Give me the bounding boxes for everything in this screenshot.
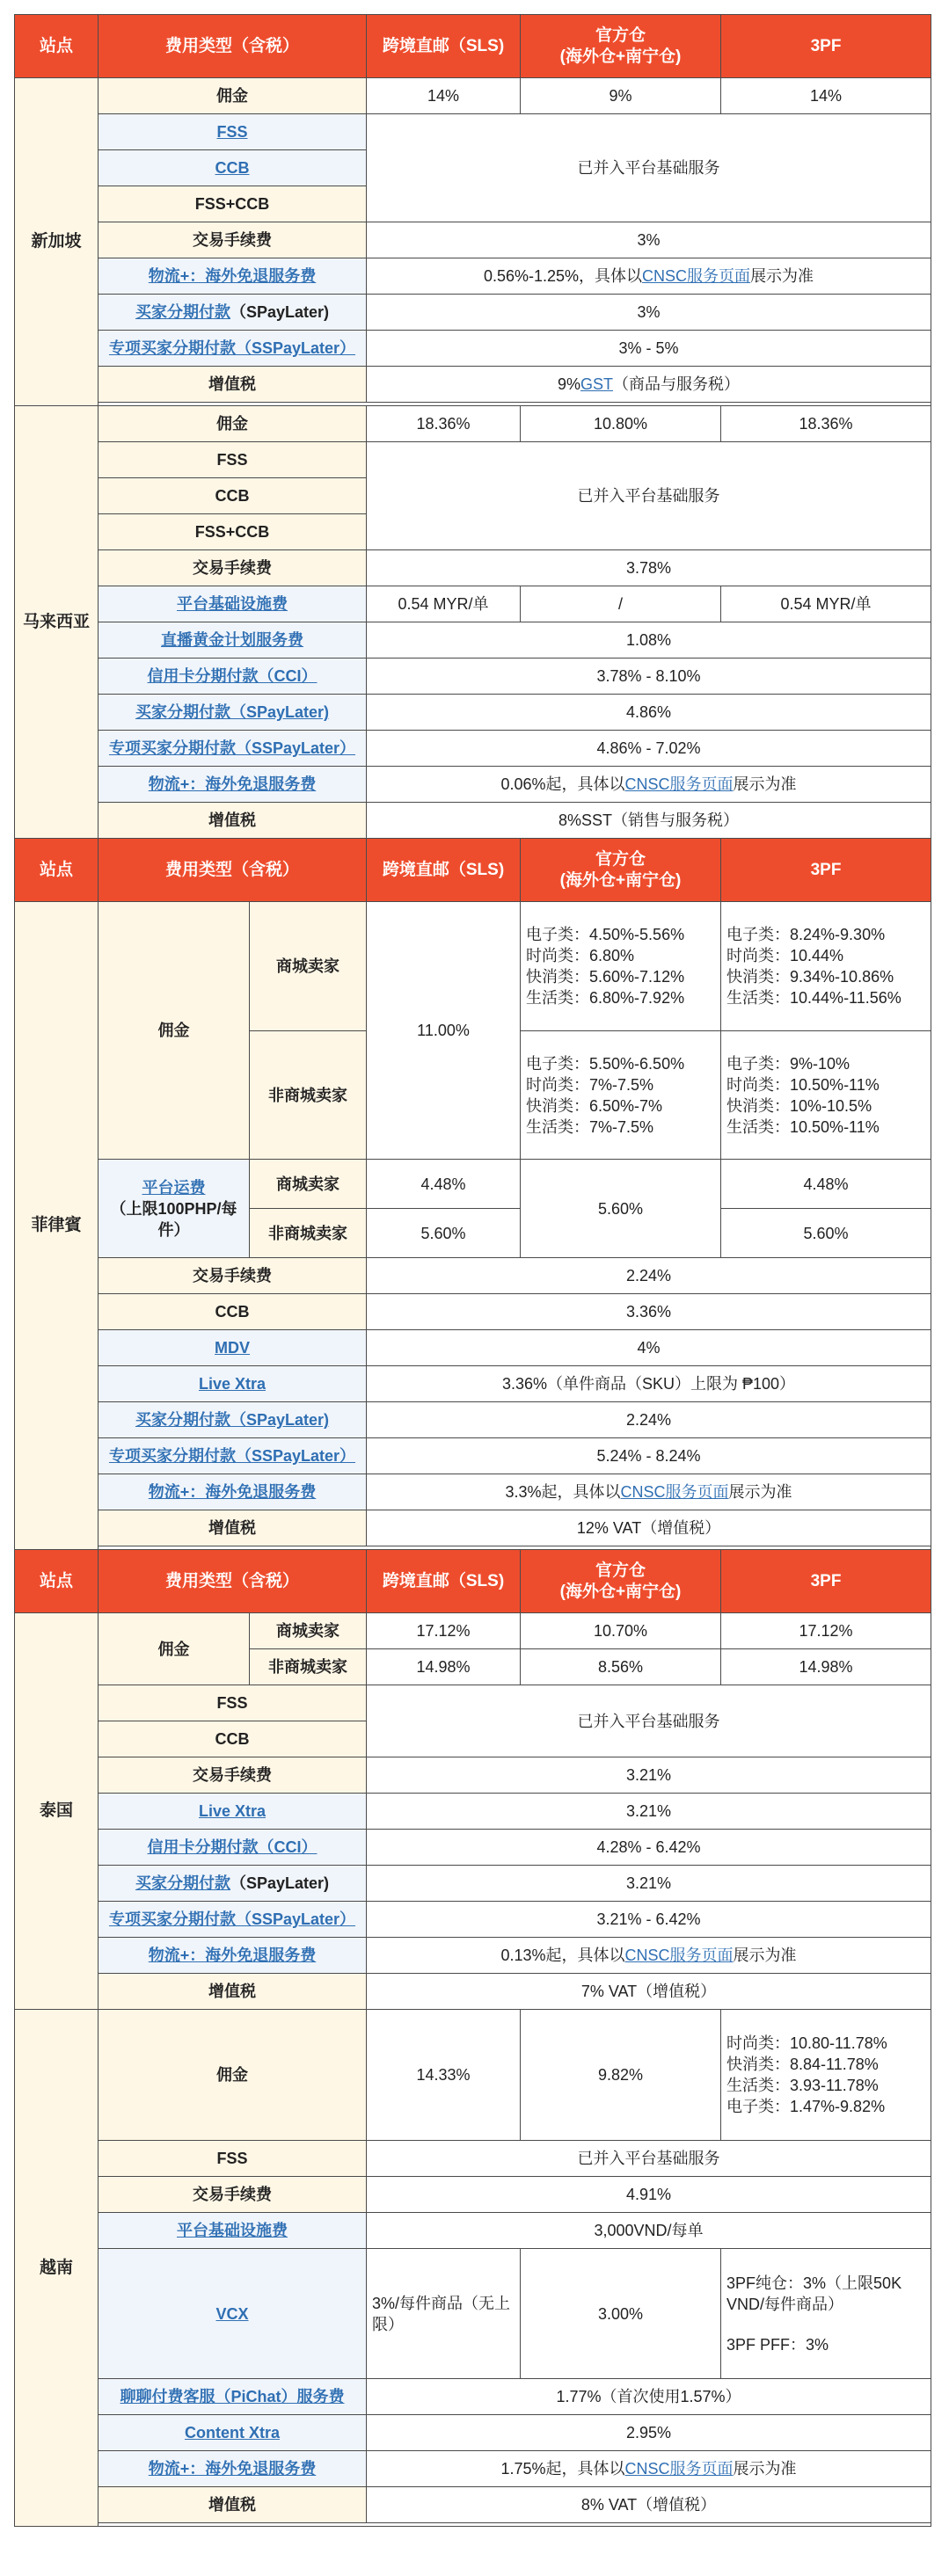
cell-value: 3% - 5%: [367, 331, 931, 367]
ph-official-mall: 电子类：4.50%-5.56% 时尚类：6.80% 快消类：5.60%-7.12% 生活类：6.80%-7.92%: [521, 902, 721, 1031]
cell-value: 14.98%: [367, 1649, 521, 1685]
cell-value: 3.21%: [367, 1794, 931, 1830]
ph-official-nonmall: 电子类：5.50%-6.50% 时尚类：7%-7.5% 快消类：6.50%-7% 生活类：7%-7.5%: [521, 1031, 721, 1160]
cell-value: 4%: [367, 1330, 931, 1366]
table-row: [15, 258, 931, 295]
cell-value: 8% VAT（增值税）: [367, 2487, 931, 2523]
cell-value: 18.36%: [721, 406, 931, 442]
sg-logistics-link[interactable]: 物流+：海外免退服务费: [99, 258, 367, 295]
cell-value: 5.24% - 8.24%: [367, 1438, 931, 1474]
sg-merged-value: 已并入平台基础服务: [367, 114, 931, 222]
ph-sspay-link[interactable]: 专项买家分期付款（SSPayLater）: [99, 1438, 367, 1474]
vn-chat-link[interactable]: 聊聊付费客服（PiChat）服务费: [99, 2379, 367, 2415]
vn-infra-link[interactable]: 平台基础设施费: [99, 2213, 367, 2249]
cell-value: 5.60%: [721, 1209, 931, 1258]
cell-value: 9%: [521, 78, 721, 114]
table-row: [15, 2379, 931, 2415]
ph-shipping-cell[interactable]: 平台运费 （上限100PHP/每件）: [99, 1160, 250, 1258]
table-row: [15, 2141, 931, 2177]
vn-pf-commission: 时尚类：10.80-11.78% 快消类：8.84-11.78% 生活类：3.93-11.78% 电子类：1.47%-9.82%: [721, 2010, 931, 2141]
table-row: [15, 1613, 931, 1649]
table-row: [15, 695, 931, 731]
table-header-row: [15, 1550, 931, 1613]
cell-value: 12% VAT（增值税）: [367, 1510, 931, 1546]
my-commission-label: 佣金: [99, 406, 367, 442]
cell-value: 3.36%: [367, 1294, 931, 1330]
cell-value: 1.77%（首次使用1.57%）: [367, 2379, 931, 2415]
cnsc-link[interactable]: CNSC服务页面: [624, 1947, 734, 1964]
table-header-row: [15, 839, 931, 902]
sg-sspay-link[interactable]: 专项买家分期付款（SSPayLater）: [99, 331, 367, 367]
th-fss-label: FSS: [99, 1685, 367, 1721]
my-sspay-link[interactable]: 专项买家分期付款（SSPayLater）: [99, 731, 367, 767]
ph-mdv-link[interactable]: MDV: [99, 1330, 367, 1366]
table-row: [15, 1294, 931, 1330]
table-row: [15, 2213, 931, 2249]
spacer-row: [15, 2523, 931, 2527]
th-vat-label: 增值税: [99, 1974, 367, 2010]
vn-fss-label: FSS: [99, 2141, 367, 2177]
table-row: [15, 550, 931, 586]
th-logistics-value: 0.13%起，具体以CNSC服务页面展示为准: [367, 1938, 931, 1974]
table-row: [15, 622, 931, 659]
table-row: [15, 803, 931, 839]
table-row: [15, 331, 931, 367]
table-row: [15, 1258, 931, 1294]
cell-value: 4.86% - 7.02%: [367, 731, 931, 767]
table-row: [15, 2010, 931, 2141]
table-row: [15, 1510, 931, 1546]
my-gold-link[interactable]: 直播黄金计划服务费: [99, 622, 367, 659]
table-row: [15, 442, 931, 478]
sg-commission-label: 佣金: [99, 78, 367, 114]
sg-txn-label: 交易手续费: [99, 222, 367, 258]
cell-value: 1.08%: [367, 622, 931, 659]
my-cci-link[interactable]: 信用卡分期付款（CCI）: [99, 659, 367, 695]
sg-vat-value: 9%GST（商品与服务税）: [367, 367, 931, 403]
cnsc-link[interactable]: CNSC服务页面: [620, 1483, 729, 1501]
cell-value: 14.98%: [721, 1649, 931, 1685]
my-txn-label: 交易手续费: [99, 550, 367, 586]
my-vat-label: 增值税: [99, 803, 367, 839]
cell-value: 4.48%: [367, 1160, 521, 1209]
header-official: 官方仓 (海外仓+南宁仓): [521, 1550, 721, 1613]
table-row: [15, 1402, 931, 1438]
cell-value: 10.70%: [521, 1613, 721, 1649]
header-sls: 跨境直邮（SLS): [367, 15, 521, 78]
cell-value: 14.33%: [367, 2010, 521, 2141]
header-site: 站点: [15, 15, 99, 78]
vn-vat-label: 增值税: [99, 2487, 367, 2523]
header-site: 站点: [15, 1550, 99, 1613]
th-logistics-link[interactable]: 物流+：海外免退服务费: [99, 1938, 367, 1974]
cell-value: 14%: [367, 78, 521, 114]
ph-commission-label: 佣金: [99, 902, 250, 1160]
cnsc-link[interactable]: CNSC服务页面: [624, 775, 734, 793]
table-row: [15, 2249, 931, 2379]
table-row: [15, 295, 931, 331]
cell-value: /: [521, 586, 721, 622]
ph-pf-nonmall: 电子类：9%-10% 时尚类：10.50%-11% 快消类：10%-10.5% 生活类：10.50%-11%: [721, 1031, 931, 1160]
cell-value: 10.80%: [521, 406, 721, 442]
cell-value: 3%/每件商品（无上限）: [367, 2249, 521, 2379]
table-row: [15, 586, 931, 622]
ph-ccb-label: CCB: [99, 1294, 367, 1330]
cell-value: 3.78% - 8.10%: [367, 659, 931, 695]
cell-value: 5.60%: [521, 1160, 721, 1258]
ph-logistics-link[interactable]: 物流+：海外免退服务费: [99, 1474, 367, 1510]
ph-spay-link[interactable]: 买家分期付款（SPayLater): [99, 1402, 367, 1438]
vn-vcx-link[interactable]: VCX: [99, 2249, 367, 2379]
gst-link[interactable]: GST: [580, 375, 614, 393]
table-row: [15, 902, 931, 1031]
cell-value: 5.60%: [367, 1209, 521, 1258]
table-row: [15, 222, 931, 258]
cell-value: 3%: [367, 222, 931, 258]
header-3pf: 3PF: [721, 15, 931, 78]
cell-value: 7% VAT（增值税）: [367, 1974, 931, 2010]
table-row: [15, 1938, 931, 1974]
vn-logistics-value: 1.75%起，具体以CNSC服务页面展示为准: [367, 2451, 931, 2487]
cnsc-link[interactable]: CNSC服务页面: [642, 267, 751, 285]
cell-value: 3.21%: [367, 1757, 931, 1794]
ph-commission-nonmall: 非商城卖家: [250, 1031, 367, 1160]
header-sls: 跨境直邮（SLS): [367, 839, 521, 902]
ph-commission-mall: 商城卖家: [250, 902, 367, 1031]
th-cci-link[interactable]: 信用卡分期付款（CCI）: [99, 1830, 367, 1866]
ph-logistics-value: 3.3%起，具体以CNSC服务页面展示为准: [367, 1474, 931, 1510]
cell-value: 2.95%: [367, 2415, 931, 2451]
cell-value: 18.36%: [367, 406, 521, 442]
table-row: [15, 1830, 931, 1866]
table-row: [15, 659, 931, 695]
site-vietnam: 越南: [15, 2010, 99, 2527]
site-thailand: 泰国: [15, 1613, 99, 2010]
table-row: [15, 1685, 931, 1721]
cell-value: 3.21%: [367, 1866, 931, 1902]
cell-value: 2.24%: [367, 1258, 931, 1294]
table-row: [15, 1866, 931, 1902]
table-row: [15, 2451, 931, 2487]
vn-commission-label: 佣金: [99, 2010, 367, 2141]
th-commission-nonmall: 非商城卖家: [250, 1649, 367, 1685]
header-fee-type: 费用类型（含税）: [99, 1550, 367, 1613]
header-fee-type: 费用类型（含税）: [99, 15, 367, 78]
site-singapore: 新加坡: [15, 78, 99, 406]
ph-shipping-nonmall: 非商城卖家: [250, 1209, 367, 1258]
ph-pf-mall: 电子类：8.24%-9.30% 时尚类：10.44% 快消类：9.34%-10.86% 生活类：10.44%-11.56%: [721, 902, 931, 1031]
cell-value: 0.54 MYR/单: [721, 586, 931, 622]
vn-txn-label: 交易手续费: [99, 2177, 367, 2213]
my-ccb-label: CCB: [99, 478, 367, 514]
my-fss-ccb-label: FSS+CCB: [99, 514, 367, 550]
cell-value: 已并入平台基础服务: [367, 2141, 931, 2177]
table-row: [15, 367, 931, 403]
cell-value: 0.54 MYR/单: [367, 586, 521, 622]
cell-value: 3,000VND/每单: [367, 2213, 931, 2249]
table-row: [15, 114, 931, 150]
header-3pf: 3PF: [721, 839, 931, 902]
th-spay-link[interactable]: 买家分期付款（SPayLater): [99, 1866, 367, 1902]
cell-value: 4.48%: [721, 1160, 931, 1209]
cell-value: 11.00%: [367, 902, 521, 1160]
cell-value: 4.86%: [367, 695, 931, 731]
table-row: [15, 1794, 931, 1830]
header-official: 官方仓 (海外仓+南宁仓): [521, 839, 721, 902]
ph-shipping-mall: 商城卖家: [250, 1160, 367, 1209]
cell-value: 8.56%: [521, 1649, 721, 1685]
my-fss-label: FSS: [99, 442, 367, 478]
th-merged-value: 已并入平台基础服务: [367, 1685, 931, 1757]
site-philippines: 菲律賓: [15, 902, 99, 1550]
header-3pf: 3PF: [721, 1550, 931, 1613]
my-logistics-value: 0.06%起，具体以CNSC服务页面展示为准: [367, 767, 931, 803]
sg-spay-link[interactable]: 买家分期付款（SPayLater): [99, 295, 367, 331]
header-official: 官方仓 (海外仓+南宁仓): [521, 15, 721, 78]
table-row: [15, 1438, 931, 1474]
th-commission-mall: 商城卖家: [250, 1613, 367, 1649]
table-row: [15, 1757, 931, 1794]
cnsc-link[interactable]: CNSC服务页面: [624, 2460, 734, 2478]
cell-value: 14%: [721, 78, 931, 114]
header-fee-type: 费用类型（含税）: [99, 839, 367, 902]
fee-table: [14, 14, 931, 2527]
th-sspay-link[interactable]: 专项买家分期付款（SSPayLater）: [99, 1902, 367, 1938]
table-row: [15, 2177, 931, 2213]
cell-value: 9.82%: [521, 2010, 721, 2141]
sg-fss-link[interactable]: FSS: [99, 114, 367, 150]
spacer: [99, 2523, 931, 2527]
table-row: [15, 1160, 931, 1209]
cell-value: 2.24%: [367, 1402, 931, 1438]
table-header-row: [15, 15, 931, 78]
sg-logistics-value: 0.56%-1.25%，具体以CNSC服务页面展示为准: [367, 258, 931, 295]
table-row: [15, 78, 931, 114]
cell-value: 3.00%: [521, 2249, 721, 2379]
table-row: [15, 1366, 931, 1402]
my-merged-value: 已并入平台基础服务: [367, 442, 931, 550]
vn-logistics-link[interactable]: 物流+：海外免退服务费: [99, 2451, 367, 2487]
my-spay-link[interactable]: 买家分期付款（SPayLater): [99, 695, 367, 731]
sg-fss-ccb-label: FSS+CCB: [99, 186, 367, 222]
sg-vat-label: 增值税: [99, 367, 367, 403]
cell-value: 4.91%: [367, 2177, 931, 2213]
header-site: 站点: [15, 839, 99, 902]
table-row: [15, 1330, 931, 1366]
cell-value: 8%SST（销售与服务税）: [367, 803, 931, 839]
vn-content-link[interactable]: Content Xtra: [99, 2415, 367, 2451]
header-sls: 跨境直邮（SLS): [367, 1550, 521, 1613]
sg-ccb-link[interactable]: CCB: [99, 150, 367, 186]
cell-value: 17.12%: [721, 1613, 931, 1649]
table-row: [15, 1474, 931, 1510]
cell-value: 3.36%（单件商品（SKU）上限为 ₱100）: [367, 1366, 931, 1402]
table-row: [15, 2415, 931, 2451]
ph-txn-label: 交易手续费: [99, 1258, 367, 1294]
my-infra-link[interactable]: 平台基础设施费: [99, 586, 367, 622]
table-row: [15, 2487, 931, 2523]
cell-value: 3.78%: [367, 550, 931, 586]
table-row: [15, 1974, 931, 2010]
ph-vat-label: 增值税: [99, 1510, 367, 1546]
table-row: [15, 767, 931, 803]
table-row: [15, 1902, 931, 1938]
cell-value: 3.21% - 6.42%: [367, 1902, 931, 1938]
th-live-link[interactable]: Live Xtra: [99, 1794, 367, 1830]
site-malaysia: 马来西亚: [15, 406, 99, 839]
table-row: [15, 731, 931, 767]
th-ccb-label: CCB: [99, 1721, 367, 1757]
table-row: [15, 406, 931, 442]
cell-value: 4.28% - 6.42%: [367, 1830, 931, 1866]
my-logistics-link[interactable]: 物流+：海外免退服务费: [99, 767, 367, 803]
th-txn-label: 交易手续费: [99, 1757, 367, 1794]
vn-vcx-pf: 3PF纯仓：3%（上限50K VND/每件商品） 3PF PFF：3%: [721, 2249, 931, 2379]
cell-value: 17.12%: [367, 1613, 521, 1649]
cell-value: 3%: [367, 295, 931, 331]
ph-live-link[interactable]: Live Xtra: [99, 1366, 367, 1402]
th-commission-label: 佣金: [99, 1613, 250, 1685]
